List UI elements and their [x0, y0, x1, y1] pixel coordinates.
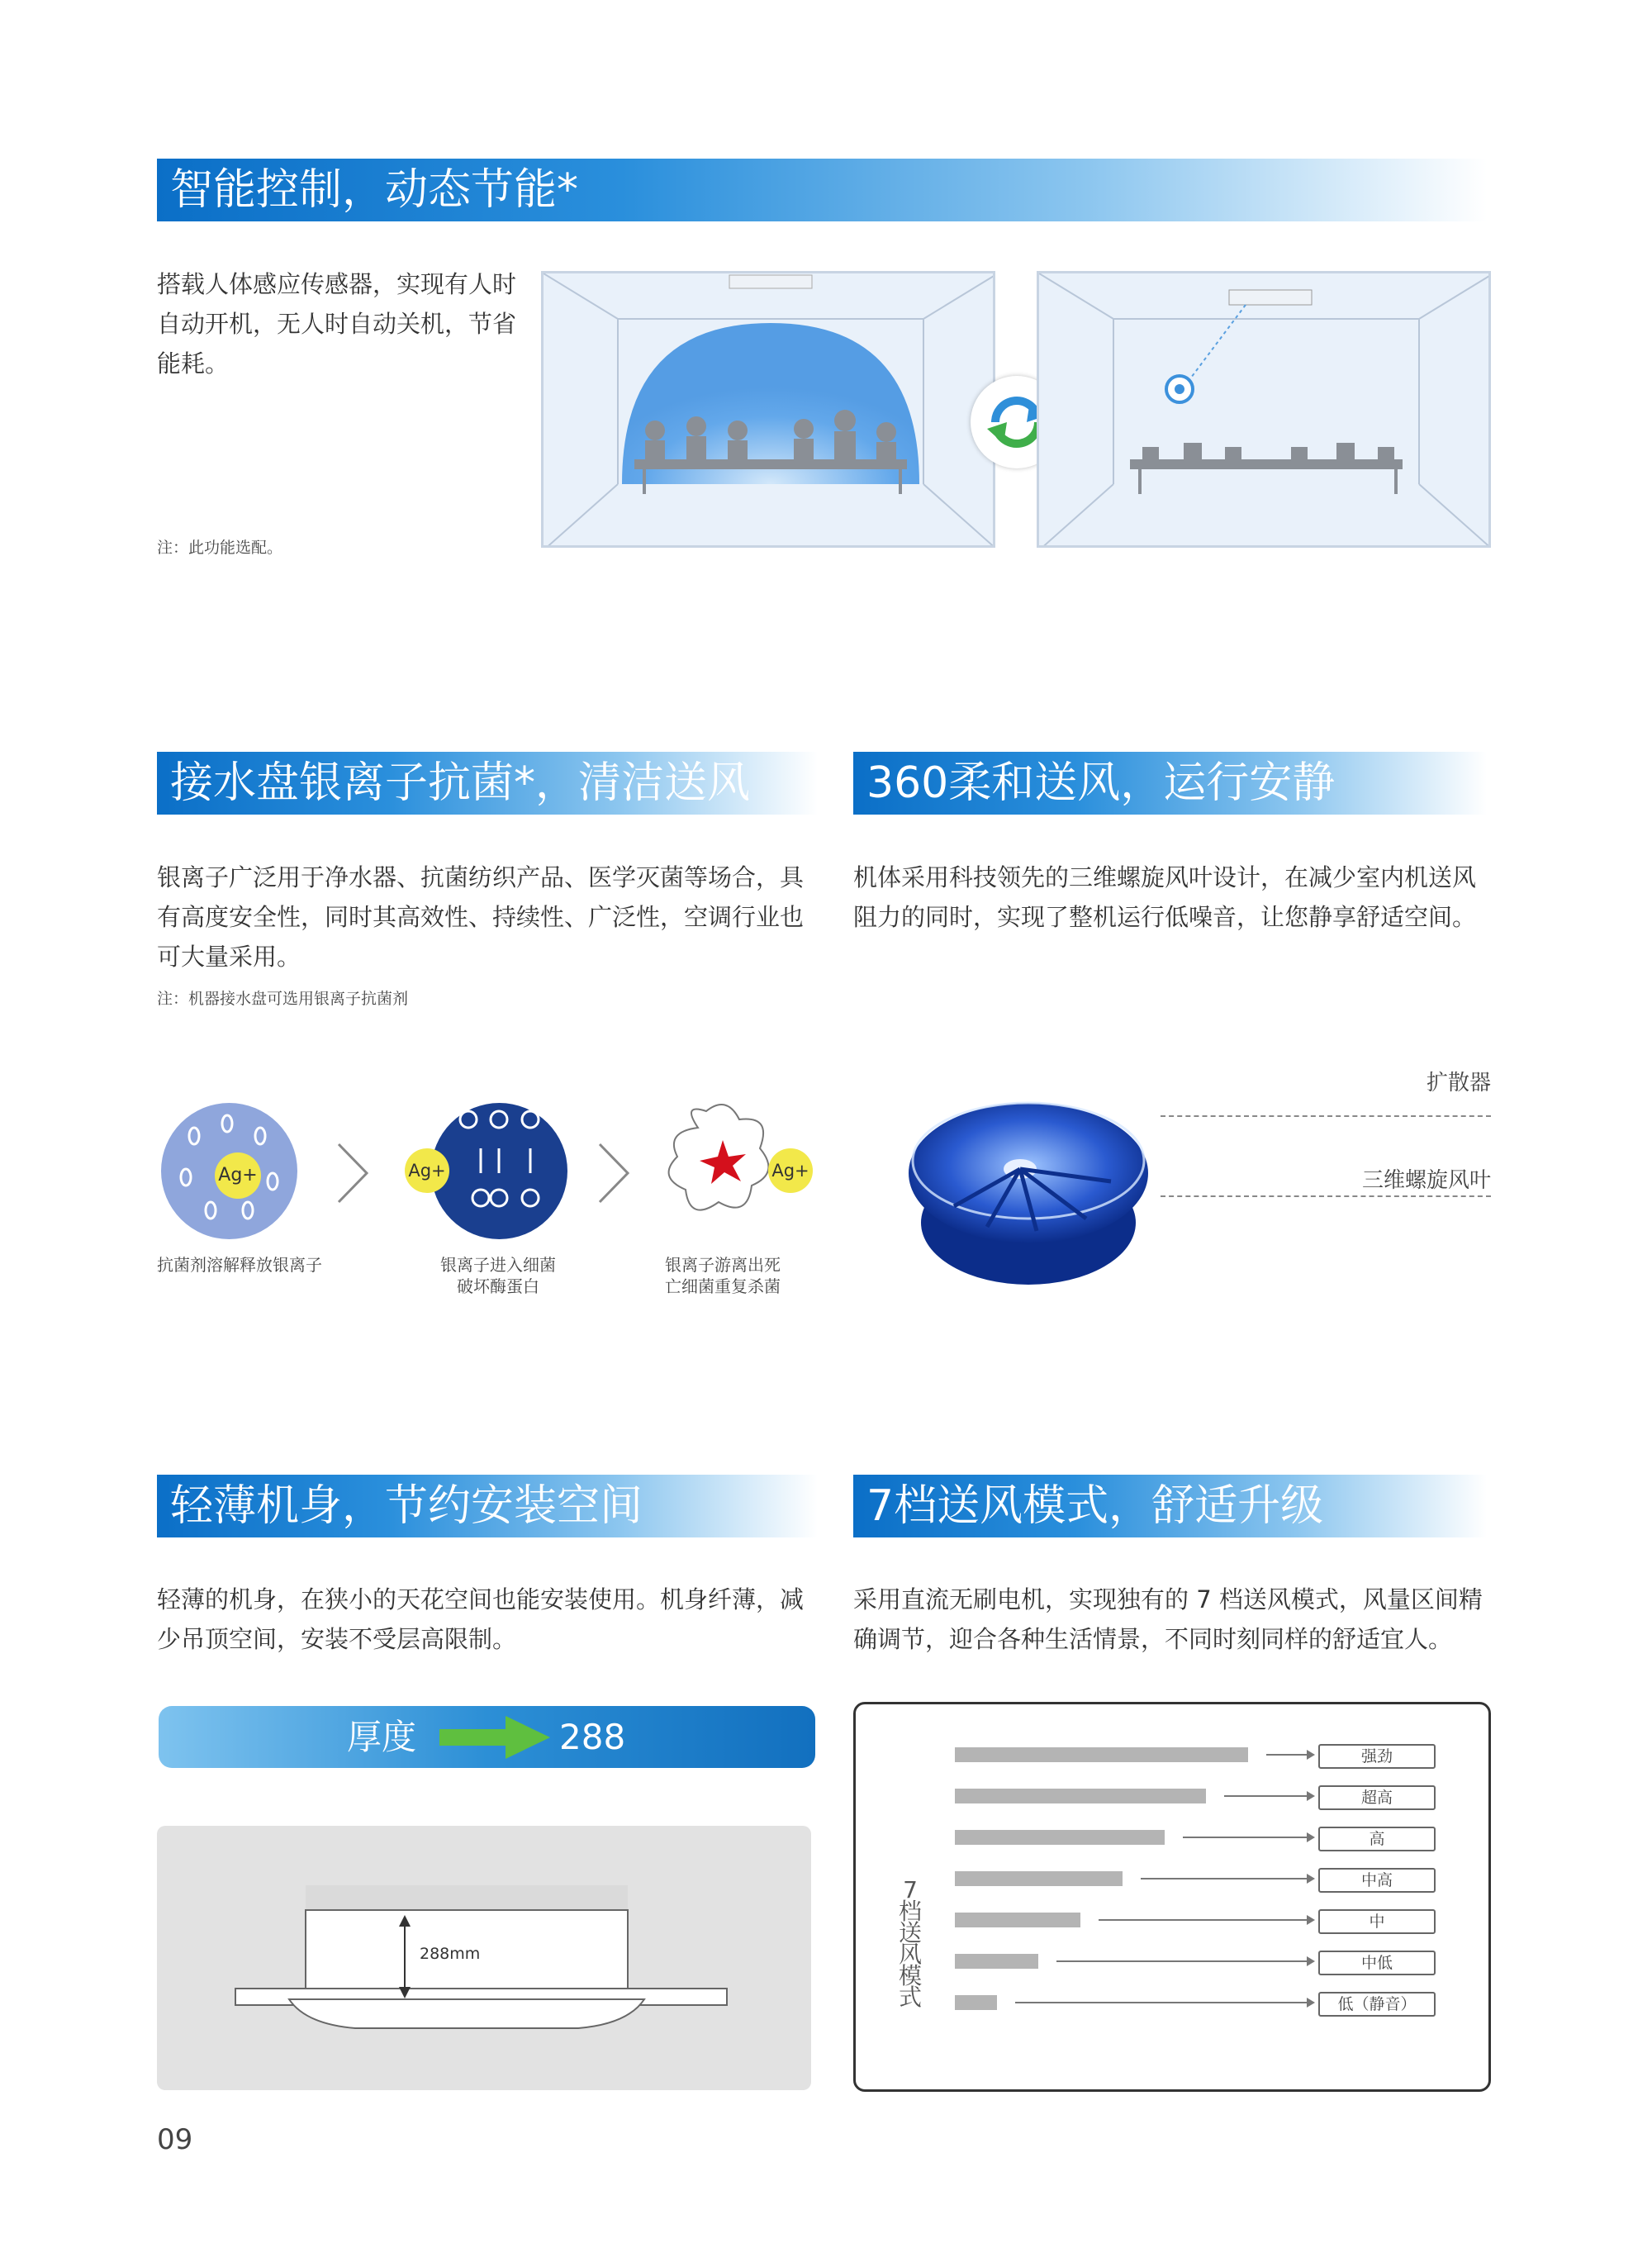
thickness-value: 288 — [559, 1717, 626, 1757]
thickness-banner — [159, 1706, 815, 1768]
banner-slim-body — [157, 1475, 818, 1537]
banner-silver-ion — [157, 752, 818, 815]
speed-arrow-line — [1266, 1754, 1307, 1756]
arrow-right-icon — [1307, 1791, 1315, 1801]
speed-level-label: 高 — [1318, 1827, 1436, 1851]
3d-fan-illustration — [904, 1082, 1152, 1297]
banner-smart-control — [157, 159, 1487, 221]
speed-arrow-line — [1224, 1795, 1307, 1797]
silver-ion-step2-caption: 银离子进入细菌 破坏酶蛋白 — [440, 1255, 556, 1296]
section4-title: 轻薄机身，节约安装空间 — [170, 1481, 643, 1531]
silver-ion-step1-caption: 抗菌剂溶解释放银离子 — [157, 1255, 322, 1275]
speed-arrow-line — [1015, 2002, 1307, 2003]
room-empty-illustration — [1037, 271, 1491, 548]
section3-body: 机体采用科技领先的三维螺旋风叶设计，在减少室内机送风阻力的同时，实现了整机运行低噪音，让您静享舒适空间。 — [853, 863, 1477, 931]
chevron-right-icon — [332, 1140, 373, 1209]
chevron-right-icon — [593, 1140, 634, 1209]
arrow-right-icon — [1307, 1750, 1315, 1760]
chart-vertical-label: 7档送风模式 — [898, 1876, 922, 2011]
arrow-right-icon — [439, 1716, 555, 1759]
diffuser-label: 扩散器 — [1426, 1071, 1491, 1095]
silver-ion-step3-caption: 银离子游离出死 亡细菌重复杀菌 — [665, 1255, 781, 1296]
speed-level-label: 超高 — [1318, 1785, 1436, 1810]
banner-7-speed — [853, 1475, 1487, 1537]
fan-speed-chart — [853, 1702, 1491, 2092]
speed-level-label: 中 — [1318, 1909, 1436, 1934]
room-occupied-illustration — [541, 271, 995, 548]
speed-level-label: 强劲 — [1318, 1744, 1436, 1769]
speed-bar — [955, 1830, 1165, 1845]
speed-arrow-line — [1056, 1960, 1307, 1962]
speed-bar — [955, 1871, 1123, 1886]
arrow-right-icon — [1307, 1998, 1315, 2008]
speed-level-label: 中低 — [1318, 1951, 1436, 1975]
speed-level-label: 低（静音） — [1318, 1992, 1436, 2017]
section2-note: 注：机器接水盘可选用银离子抗菌剂 — [157, 990, 409, 1008]
section3-title: 360柔和送风，运行安静 — [866, 758, 1336, 808]
ag-ion-badge: Ag+ — [768, 1148, 813, 1193]
section5-body: 采用直流无刷电机，实现独有的 7 档送风模式，风量区间精确调节，迎合各种生活情景，不同时刻同样的舒适宜人。 — [853, 1585, 1483, 1653]
arrow-right-icon — [1307, 1956, 1315, 1966]
arrow-right-icon — [1307, 1915, 1315, 1925]
arrow-right-icon — [1307, 1832, 1315, 1842]
arrow-right-icon — [1307, 1874, 1315, 1884]
speed-bar — [955, 1954, 1038, 1969]
section1-note: 注：此功能选配。 — [157, 539, 283, 557]
ag-ion-badge: Ag+ — [215, 1152, 261, 1199]
speed-level-label: 中高 — [1318, 1868, 1436, 1893]
speed-arrow-line — [1141, 1878, 1307, 1879]
fan-label: 三维螺旋风叶 — [1361, 1168, 1491, 1193]
speed-bar — [955, 1913, 1080, 1927]
section1-title: 智能控制，动态节能* — [170, 165, 579, 215]
speed-arrow-line — [1183, 1837, 1307, 1838]
section5-title: 7档送风模式，舒适升级 — [866, 1481, 1324, 1531]
diffuser-leader-line — [1161, 1115, 1491, 1117]
page-number: 09 — [157, 2123, 193, 2156]
speed-bar — [955, 1789, 1206, 1803]
speed-arrow-line — [1099, 1919, 1307, 1921]
unit-cross-section-diagram — [157, 1826, 811, 2090]
chart-rows — [856, 1704, 1488, 2089]
banner-360-airflow — [853, 752, 1487, 815]
speed-bar — [955, 1747, 1248, 1762]
section1-body: 搭载人体感应传感器，实现有人时自动开机，无人时自动关机，节省能耗。 — [157, 270, 517, 378]
thickness-label: 厚度 — [347, 1717, 417, 1757]
speed-bar — [955, 1995, 997, 2010]
dimension-label: 288mm — [420, 1945, 481, 1963]
section2-title: 接水盘银离子抗菌*，清洁送风 — [170, 758, 751, 808]
fan-leader-line — [1161, 1195, 1491, 1197]
section2-body: 银离子广泛用于净水器、抗菌纺织产品、医学灭菌等场合，具有高度安全性，同时其高效性、持续性、广泛性，空调行业也可大量采用。 — [157, 863, 805, 971]
silver-ion-step2-illustration — [431, 1103, 567, 1239]
section4-body: 轻薄的机身，在狭小的天花空间也能安装使用。机身纤薄，减少吊顶空间，安装不受层高限制。 — [157, 1585, 805, 1653]
ag-ion-badge: Ag+ — [405, 1148, 449, 1193]
